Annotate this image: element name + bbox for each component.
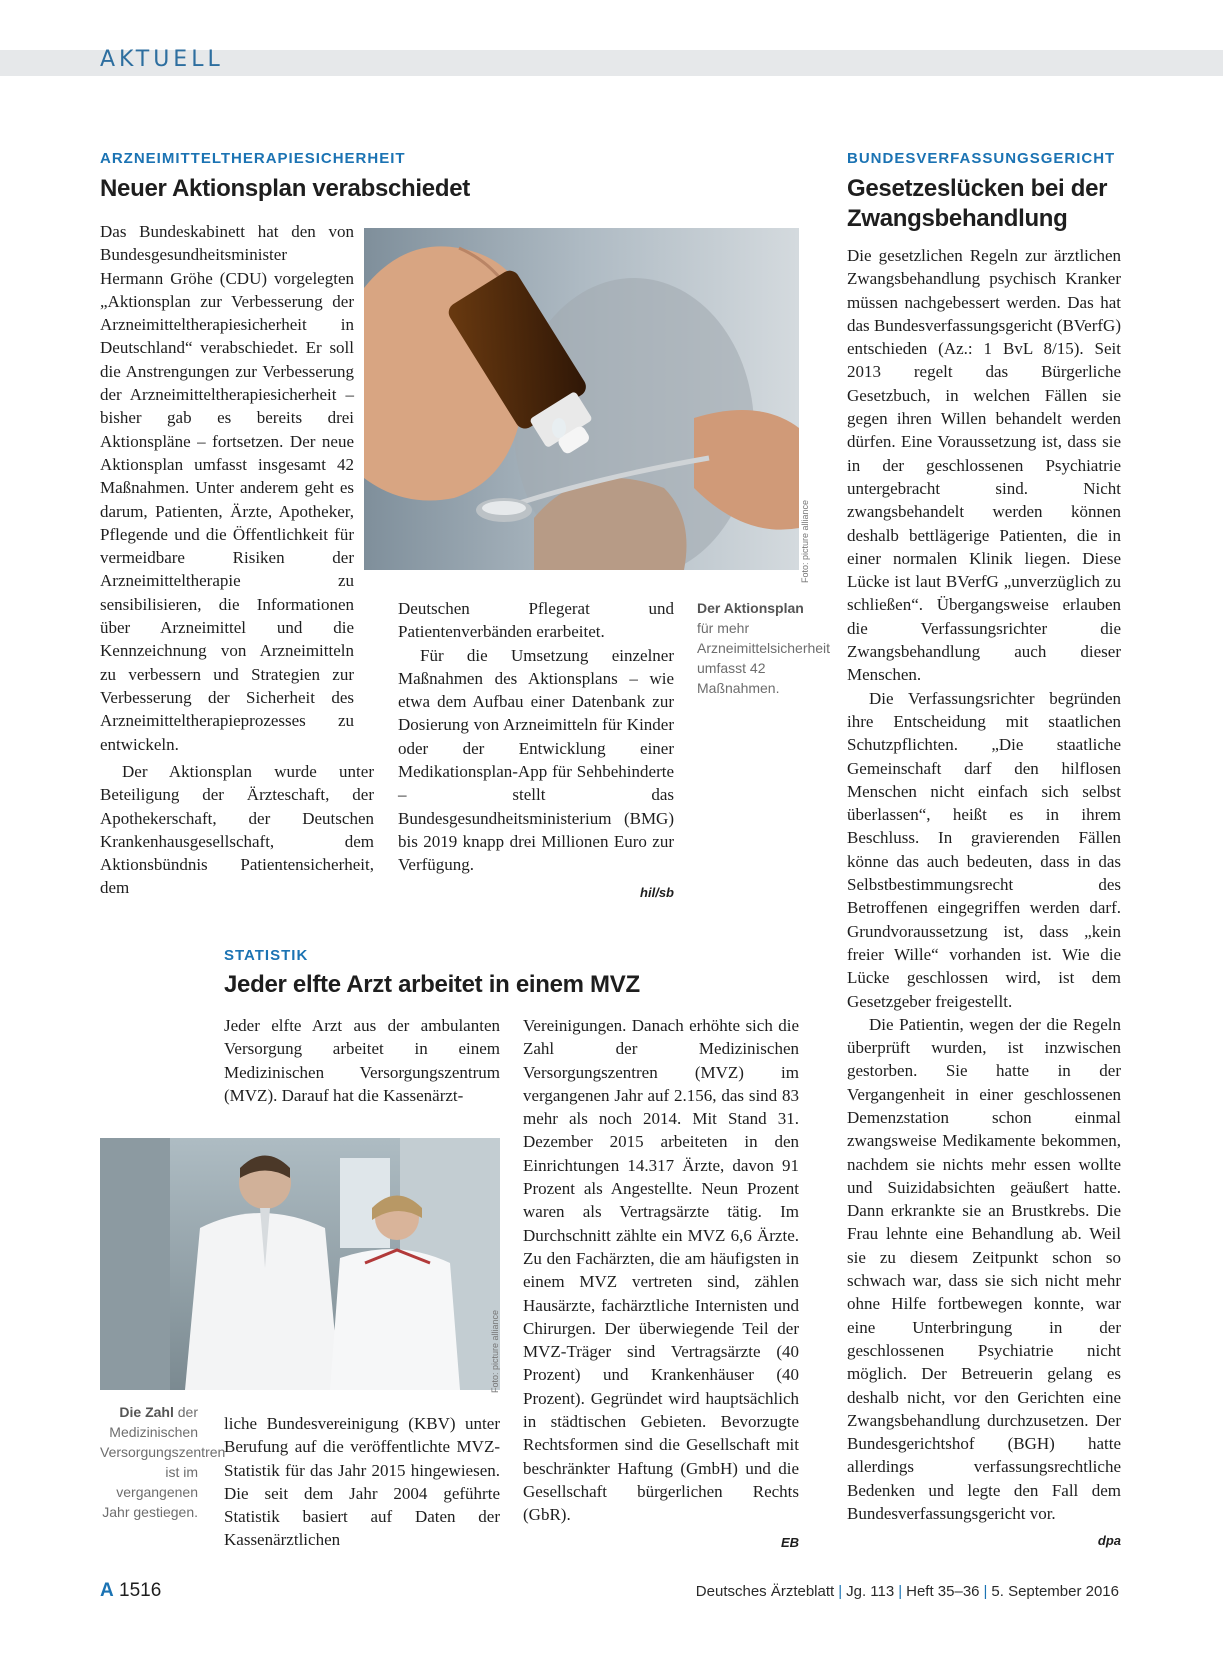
- article3-signature: dpa: [1097, 1533, 1121, 1549]
- journal-name: Deutsches Ärzteblatt: [695, 1583, 835, 1600]
- article2-photo-credit: Foto: picture alliance: [490, 1310, 500, 1394]
- footer-divider: |: [898, 1583, 903, 1600]
- doctors-photo: [100, 1138, 500, 1390]
- page-number: [100, 1580, 161, 1602]
- medicine-drops-photo: [364, 228, 799, 570]
- article2-photo: [100, 1138, 500, 1390]
- footer-divider: |: [838, 1583, 843, 1600]
- section-label: AKTUELL: [100, 47, 224, 72]
- journal-date: 5. September 2016: [991, 1583, 1119, 1600]
- article1-column2: [398, 597, 674, 904]
- article3-paragraph3: Die Patientin, wegen der die Regeln überprüft wurden, ist inzwischen gestorben. Sie hatte in der Vergangenheit in einer geschlossenen Demenzstation schon einmal zwangsweise Medikamente bekommen, nachdem sie nichts mehr essen wollte und Suizidabsichten geäußert hatte. Dann erkrankte sie an Brustkrebs. Die Frau lehnte eine Behandlung ab. Weil sie zu diesem Zeitpunkt schon so schwach war, dass sie sich nicht mehr ohne Hilfe fortbewegen konnte, war eine Unterbringung in der geschlossenen Psychiatrie nicht möglich. Der Betreuerin gelang es deshalb nicht, vor den Gerichten eine Zwangsbehandlung durchzusetzen. Der Bundesgerichtshof (BGH) hatte allerdings verfassungsrechtliche Bedenken und legte den Fall dem Bundesverfassungsgericht vor.: [847, 1014, 1121, 1524]
- article2-col2-paragraph: Vereinigungen. Danach erhöhte sich die Zahl der Medizinischen Versorgungszentren (MVZ) im vergangenen Jahr auf 2.156, das sind 83 mehr als noch 2014. Mit Stand 31. Dezember 2015 arbeiteten in den Einrichtungen 14.317 Ärzte, davon 91 Prozent als Angestellte. Neun Prozent waren als Vertragsärzte tätig. Im Durchschnitt zählte ein MVZ 6,6 Ärzte. Zu den Fachärzten, die am häufigsten in einem MVZ vertreten sind, zählen Hausärzte, fachärztliche Internisten und Chirurgen. Der überwiegende Teil der MVZ-Träger sind Vertragsärzte (40 Prozent) und Krankenhäuser (40 Prozent). Gegründet wird hauptsächlich in städtischen Gebieten. Bevorzugte Rechtsformen sind die Gesellschaft mit beschränkter Haftung (GmbH) und die Gesellschaft bürgerlichen Rechts (GbR).: [523, 1016, 799, 1525]
- page-number-value: 1516: [119, 1580, 162, 1601]
- article1-caption-text: für mehr Arzneimittelsicherheit umfasst 42 Maßnahmen.: [697, 620, 831, 696]
- footer-divider: |: [983, 1583, 988, 1600]
- article3-headline: Gesetzeslücken bei der Zwangsbehandlung: [847, 175, 1108, 232]
- article1-caption-bold: Der Aktionsplan: [697, 600, 804, 616]
- journal-footer: [696, 1583, 1119, 1600]
- article2-caption-text: der Medizinischen Versorgungszentren ist im vergangenen Jahr gestiegen.: [100, 1404, 226, 1520]
- article1-col2-paragraph2: Für die Umsetzung einzelner Maßnahmen des Aktionsplans – wie etwa dem Aufbau einer Datenbank zur Dosierung von Arzneimitteln für Kinder oder der Entwicklung einer Medikationsplan-App für Sehbehinderte – stellt das Bundesgesundheitsministerium (BMG) bis 2019 knapp drei Millionen Euro zur Verfügung.: [398, 645, 674, 875]
- article1-kicker: ARZNEIMITTELTHERAPIESICHERHEIT: [100, 150, 406, 167]
- article2-caption-bold: Die Zahl: [119, 1404, 174, 1420]
- article1-column1-bottom: [100, 760, 374, 900]
- article2-column1-top: [224, 1014, 500, 1107]
- article1-caption: [697, 598, 831, 698]
- article2-col1-paragraph-top: Jeder elfte Arzt aus der ambulanten Versorgung arbeitet in einem Medizinischen Versorgungszentrum (MVZ). Darauf hat die Kassenärzt-: [224, 1016, 500, 1105]
- article1-column1-top: [100, 220, 354, 756]
- article2-column2: [523, 1014, 799, 1554]
- article1-photo-credit: Foto: picture alliance: [800, 500, 810, 584]
- article1-photo: [364, 228, 799, 570]
- article1-col1-paragraph1: Das Bundeskabinett hat den von Bundesgesundheitsminister Hermann Gröhe (CDU) vorgelegten „Aktionsplan zur Verbesserung der Arzneimitteltherapiesicherheit in Deutschland“ verabschiedet. Er soll die Anstrengungen zur Verbesserung der Arzneimitteltherapiesicherheit – bisher gab es bereits drei Aktionspläne – fortsetzen. Der neue Aktionsplan umfasst insgesamt 42 Maßnahmen. Unter anderem geht es darum, Patienten, Ärzte, Apotheker, Pflegende und die Öffentlichkeit für vermeidbare Risiken der Arzneimitteltherapie zu sensibilisieren, die Informationen über Arzneimittel und die Kennzeichnung von Arzneimitteln zu verbessern und Strategien zur Verbesserung der Sicherheit des Arzneimitteltherapieprozesses zu entwickeln.: [100, 222, 354, 754]
- article1-signature: hil/sb: [640, 884, 674, 900]
- page-prefix: A: [100, 1580, 114, 1601]
- article3-kicker: BUNDESVERFASSUNGSGERICHT: [847, 150, 1116, 167]
- journal-issue: Heft 35–36: [906, 1583, 980, 1600]
- article3-paragraph1: Die gesetzlichen Regeln zur ärztlichen Zwangsbehandlung psychisch Kranker müssen nachgebessert werden. Das hat das Bundesverfassungsgericht (BVerfG) entschieden (Az.: 1 BvL 8/15). Seit 2013 regelt das Bürgerliche Gesetzbuch, in welchen Fällen sie gegen ihren Willen behandelt werden dürfen. Eine Voraussetzung ist, dass sie in der geschlossenen Psychiatrie untergebracht sind. Nicht zwangsbehandelt werden können deshalb bettlägerige Patienten, die in einer normalen Klinik liegen. Diese Lücke ist laut BVerfG „unverzüglich zu schließen“. Übergangsweise erlauben die Verfassungsrichter die Zwangsbehandlung auch dieser Menschen.: [847, 246, 1121, 685]
- article2-kicker: STATISTIK: [224, 947, 309, 964]
- article3-column: [847, 244, 1121, 1553]
- journal-volume: Jg. 113: [846, 1583, 895, 1600]
- article2-col1-paragraph-bottom: liche Bundesvereinigung (KBV) unter Berufung auf die veröffentlichte MVZ-Statistik für das Jahr 2015 hingewiesen. Die seit dem Jahr 2004 geführte Statistik basiert auf Daten der Kassenärztlichen: [224, 1414, 500, 1550]
- article2-signature: EB: [780, 1534, 799, 1550]
- article1-col2-paragraph1: Deutschen Pflegerat und Patientenverbänden erarbeitet.: [398, 599, 674, 642]
- article2-caption: [100, 1402, 226, 1522]
- article2-column1-bottom: [224, 1412, 500, 1552]
- article1-headline: Neuer Aktionsplan verabschiedet: [100, 175, 470, 202]
- article2-headline: Jeder elfte Arzt arbeitet in einem MVZ: [224, 971, 640, 998]
- article1-col1-paragraph2: Der Aktionsplan wurde unter Beteiligung der Ärzteschaft, der Apothekerschaft, der Deutschen Krankenhausgesellschaft, dem Aktionsbündnis Patientensicherheit, dem: [100, 762, 374, 898]
- article3-paragraph2: Die Verfassungsrichter begründen ihre Entscheidung mit staatlichen Schutzpflichten. „Die staatliche Gemeinschaft darf den hilflosen Menschen nicht einfach sich selbst überlassen“, heißt es in ihrem Beschluss. In gravierenden Fällen könne das auch bedeuten, dass in das Selbstbestimmungsrecht des Betroffenen eingegriffen werden darf. Grundvoraussetzung ist, dass „kein freier Wille“ vorhanden ist. Wie die Lücke geschlossen wird, ist dem Gesetzgeber freigestellt.: [847, 688, 1121, 1011]
